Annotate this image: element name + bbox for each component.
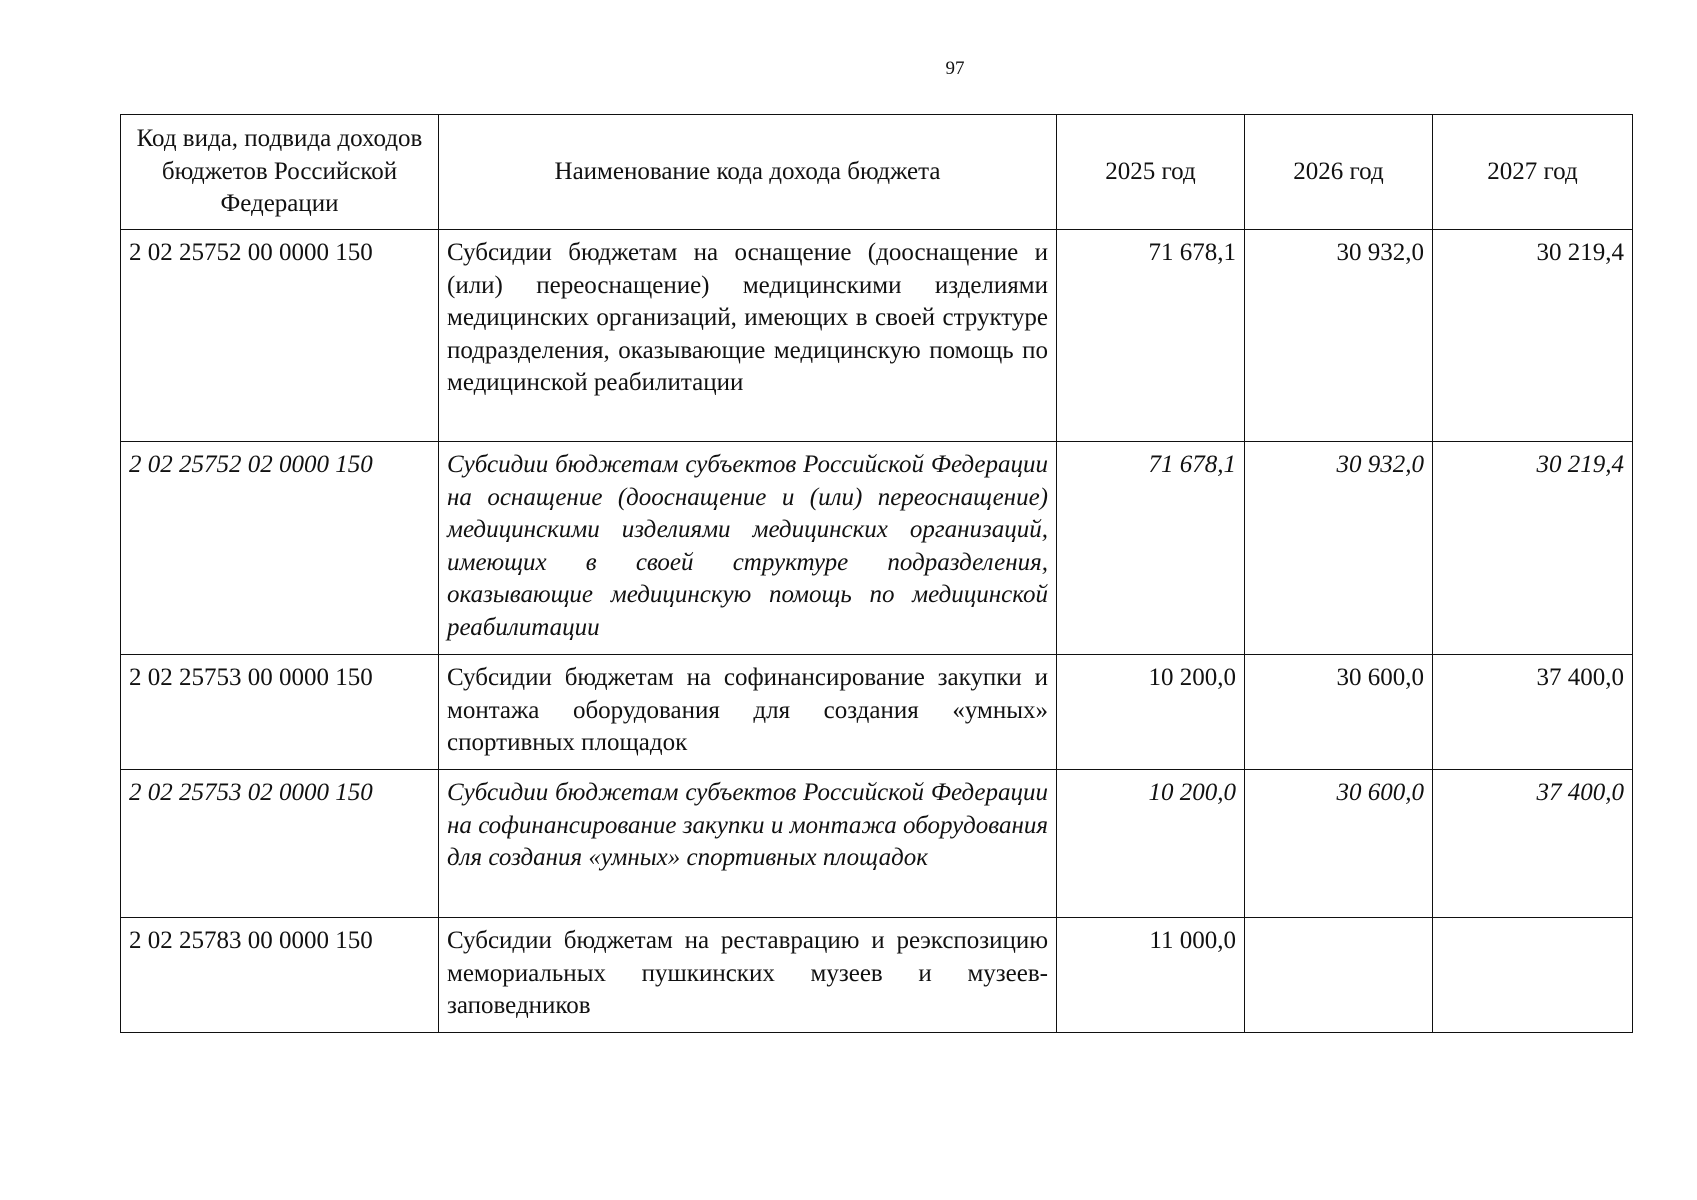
amount-2026: [1245, 918, 1433, 1033]
table-header-row: [121, 115, 1633, 230]
table-row: [121, 230, 1633, 442]
income-name: Субсидии бюджетам субъектов Российской Федерации на оснащение (дооснащение и (или) переоснащение) медицинскими изделиями медицинских организаций, имеющих в своей структуре подразделения, оказывающие медицинскую помощь по медицинской реабилитации: [439, 442, 1057, 655]
header-code: Код вида, подвида доходов бюджетов Российской Федерации: [121, 115, 439, 230]
income-code: 2 02 25753 02 0000 150: [121, 770, 439, 918]
header-name: Наименование кода дохода бюджета: [439, 115, 1057, 230]
header-2026: 2026 год: [1245, 115, 1433, 230]
amount-2026: 30 600,0: [1245, 770, 1433, 918]
table-row: [121, 770, 1633, 918]
amount-2025: 10 200,0: [1057, 770, 1245, 918]
budget-revenue-table: [120, 114, 1633, 1033]
amount-2026: 30 600,0: [1245, 655, 1433, 770]
income-code: 2 02 25783 00 0000 150: [121, 918, 439, 1033]
amount-2027: [1433, 918, 1633, 1033]
income-name: Субсидии бюджетам на оснащение (дооснащение и (или) переоснащение) медицинскими изделиями медицинских организаций, имеющих в своей структуре подразделения, оказывающие медицинскую помощь по медицинской реабилитации: [439, 230, 1057, 442]
amount-2026: 30 932,0: [1245, 442, 1433, 655]
income-code: 2 02 25753 00 0000 150: [121, 655, 439, 770]
income-name: Субсидии бюджетам субъектов Российской Федерации на софинансирование закупки и монтажа оборудования для создания «умных» спортивных площадок: [439, 770, 1057, 918]
income-code: 2 02 25752 02 0000 150: [121, 442, 439, 655]
amount-2025: 71 678,1: [1057, 230, 1245, 442]
amount-2025: 10 200,0: [1057, 655, 1245, 770]
amount-2027: 30 219,4: [1433, 230, 1633, 442]
table-row: [121, 918, 1633, 1033]
amount-2025: 11 000,0: [1057, 918, 1245, 1033]
amount-2027: 37 400,0: [1433, 770, 1633, 918]
header-2025: 2025 год: [1057, 115, 1245, 230]
amount-2026: 30 932,0: [1245, 230, 1433, 442]
page-number: 97: [945, 58, 965, 79]
amount-2027: 30 219,4: [1433, 442, 1633, 655]
income-name: Субсидии бюджетам на софинансирование закупки и монтажа оборудования для создания «умных» спортивных площадок: [439, 655, 1057, 770]
amount-2027: 37 400,0: [1433, 655, 1633, 770]
header-2027: 2027 год: [1433, 115, 1633, 230]
income-name: Субсидии бюджетам на реставрацию и реэкспозицию мемориальных пушкинских музеев и музеев-заповедников: [439, 918, 1057, 1033]
income-code: 2 02 25752 00 0000 150: [121, 230, 439, 442]
table-row: [121, 442, 1633, 655]
table-row: [121, 655, 1633, 770]
amount-2025: 71 678,1: [1057, 442, 1245, 655]
